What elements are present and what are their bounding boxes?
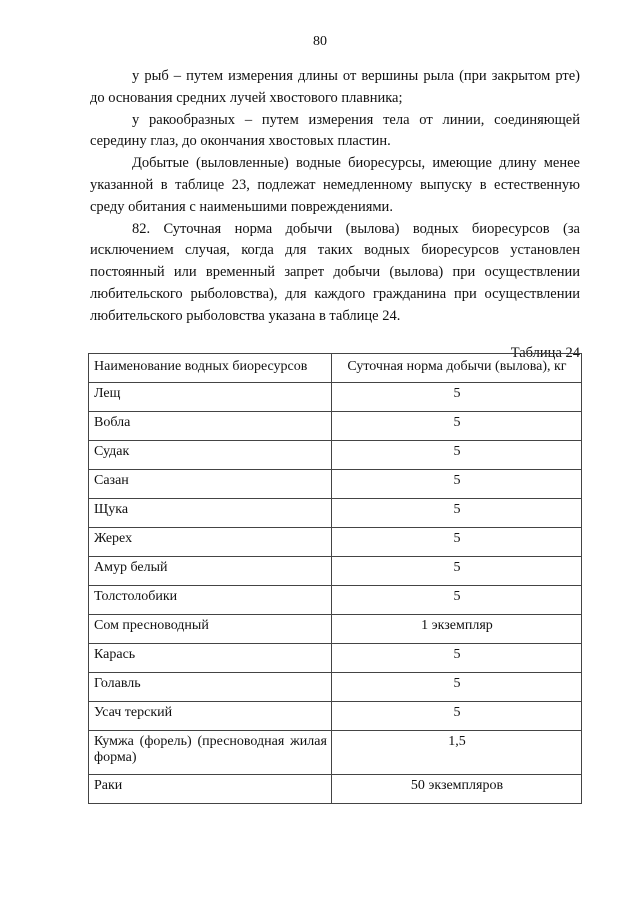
table-row [89,528,582,557]
cell-daily-norm: 5 [331,644,581,673]
cell-daily-norm: 5 [331,673,581,702]
cell-resource-name: Жерех [89,528,332,557]
cell-resource-name: Сом пресноводный [89,615,332,644]
table-row [89,673,582,702]
cell-resource-name: Карась [89,644,332,673]
cell-resource-name: Лещ [89,383,332,412]
cell-daily-norm: 5 [331,470,581,499]
cell-daily-norm: 5 [331,586,581,615]
table-row [89,615,582,644]
table-row [89,775,582,804]
cell-daily-norm: 1,5 [331,731,581,775]
cell-daily-norm: 1 экземпляр [331,615,581,644]
table-row [89,441,582,470]
cell-daily-norm: 5 [331,528,581,557]
paragraph-clause-82: 82. Суточная норма добычи (вылова) водных биоресурсов (за исключением случая, когда для таких водных биоресурсов установлен постоянный или временный запрет добычи (вылова) при осуществлении любительского рыболовства), для каждого гражданина при осуществлении любительского рыболовства указана в таблице 24. [90,220,580,324]
body-text [90,66,580,328]
paragraph-crustacean-measurement: у ракообразных – путем измерения тела от линии, соединяющей середину глаз, до окончания хвостовых пластин. [90,111,580,150]
table-row [89,557,582,586]
table-header-row [89,354,582,383]
table-row [89,412,582,441]
table-row [89,470,582,499]
table-row [89,499,582,528]
table-row [89,702,582,731]
cell-resource-name: Усач терский [89,702,332,731]
cell-resource-name: Вобла [89,412,332,441]
page-number: 80 [313,34,327,49]
cell-resource-name: Судак [89,441,332,470]
table-row [89,586,582,615]
table-row [89,383,582,412]
cell-daily-norm: 5 [331,412,581,441]
daily-catch-norm-table [88,353,582,804]
paragraph-release-rule: Добытые (выловленные) водные биоресурсы, имеющие длину менее указанной в таблице 23, подлежат немедленному выпуску в естественную среду обитания с наименьшими повреждениями. [90,155,580,215]
header-daily-norm: Суточная норма добычи (вылова), кг [331,354,581,383]
cell-resource-name: Щука [89,499,332,528]
table-caption: Таблица 24 [510,345,580,361]
cell-daily-norm: 5 [331,383,581,412]
cell-daily-norm: 5 [331,441,581,470]
cell-resource-name: Голавль [89,673,332,702]
cell-resource-name: Кумжа (форель) (пресноводная жилая форма) [89,731,332,775]
table-row [89,644,582,673]
header-resource-name: Наименование водных биоресурсов [89,354,332,383]
cell-daily-norm: 5 [331,557,581,586]
table-row [89,731,582,775]
cell-daily-norm: 50 экземпляров [331,775,581,804]
cell-resource-name: Раки [89,775,332,804]
cell-resource-name: Амур белый [89,557,332,586]
paragraph-fish-measurement: у рыб – путем измерения длины от вершины рыла (при закрытом рте) до основания средних лучей хвостового плавника; [90,68,580,106]
cell-resource-name: Сазан [89,470,332,499]
cell-daily-norm: 5 [331,702,581,731]
cell-resource-name: Толстолобики [89,586,332,615]
cell-daily-norm: 5 [331,499,581,528]
